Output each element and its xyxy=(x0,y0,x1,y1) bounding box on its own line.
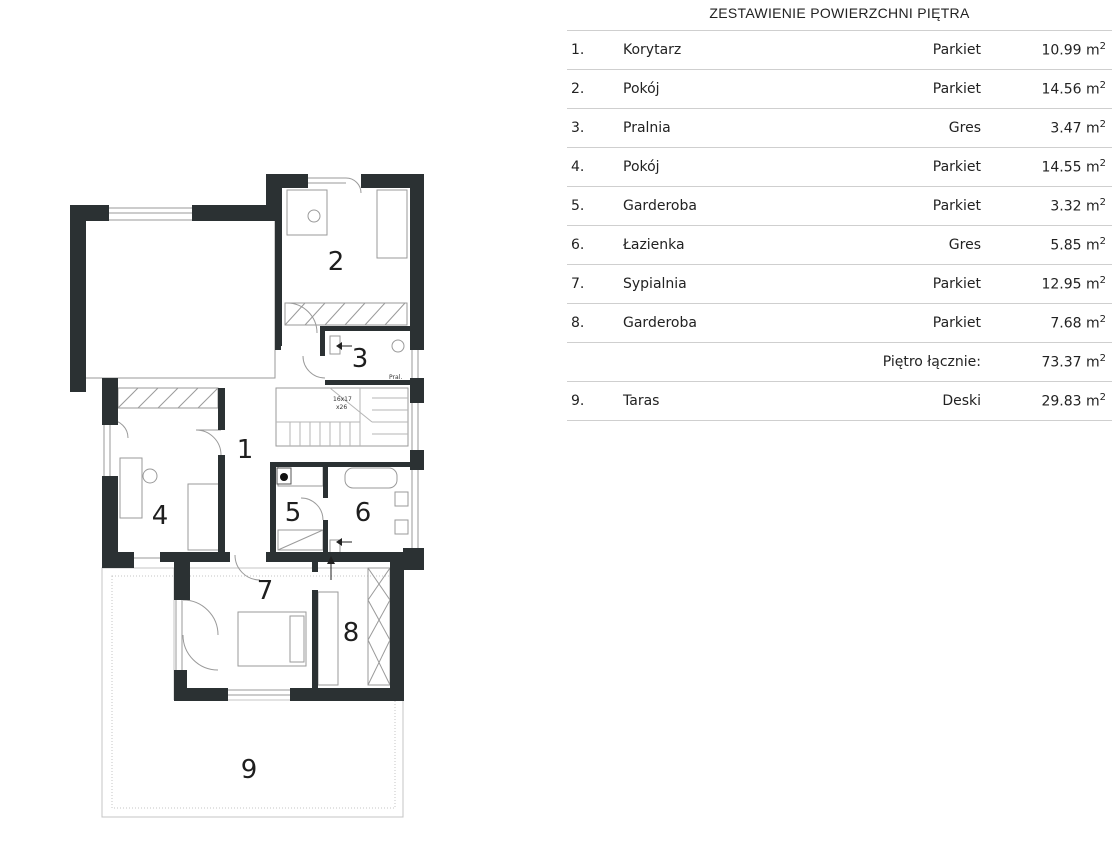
area-unit: m xyxy=(1085,81,1100,98)
area-unit: m xyxy=(1085,354,1100,371)
area-unit: m xyxy=(1085,393,1100,410)
empty-cell xyxy=(567,343,623,382)
area-value: 29.83 xyxy=(1041,393,1082,410)
table-row xyxy=(567,109,1112,148)
table-row xyxy=(567,187,1112,226)
area-value: 5.85 xyxy=(1050,237,1082,254)
room-number-3: 3 xyxy=(351,344,369,374)
area-table-grid xyxy=(567,30,1112,421)
table-row xyxy=(567,31,1112,70)
area-cell xyxy=(981,109,1112,148)
room-number-8: 8 xyxy=(342,618,360,648)
area-cell xyxy=(981,31,1112,70)
floor-material: Parkiet xyxy=(773,70,981,109)
stair-label-2: x26 xyxy=(336,404,348,411)
area-cell xyxy=(981,382,1112,421)
area-unit: m xyxy=(1085,198,1100,215)
area-cell xyxy=(981,265,1112,304)
row-number: 2. xyxy=(567,70,623,109)
table-row xyxy=(567,148,1112,187)
room-name: Taras xyxy=(623,382,773,421)
area-value: 14.55 xyxy=(1041,159,1082,176)
room-number-1: 1 xyxy=(236,435,254,465)
room-number-7: 7 xyxy=(256,576,274,606)
area-value: 73.37 xyxy=(1041,354,1082,371)
area-unit-exponent: 2 xyxy=(1099,80,1106,92)
floor-material: Parkiet xyxy=(773,304,981,343)
row-number: 7. xyxy=(567,265,623,304)
floor-material: Gres xyxy=(773,109,981,148)
stair-label-1: 16x17 xyxy=(333,396,352,403)
floor-material: Parkiet xyxy=(773,148,981,187)
floor-material: Deski xyxy=(773,382,981,421)
area-unit-exponent: 2 xyxy=(1099,41,1106,53)
floor-area xyxy=(85,220,275,378)
table-title: ZESTAWIENIE POWIERZCHNI PIĘTRA xyxy=(709,5,970,21)
area-value: 14.56 xyxy=(1041,81,1082,98)
area-cell xyxy=(981,70,1112,109)
table-row xyxy=(567,70,1112,109)
area-unit-exponent: 2 xyxy=(1099,158,1106,170)
room-number-9: 9 xyxy=(240,755,258,785)
area-unit: m xyxy=(1085,42,1100,59)
room-name: Łazienka xyxy=(623,226,773,265)
row-number: 3. xyxy=(567,109,623,148)
row-number: 5. xyxy=(567,187,623,226)
row-number: 8. xyxy=(567,304,623,343)
area-value: 3.47 xyxy=(1050,120,1082,137)
room-name: Pokój xyxy=(623,70,773,109)
room-name: Garderoba xyxy=(623,187,773,226)
floor-material: Parkiet xyxy=(773,187,981,226)
area-cell xyxy=(981,226,1112,265)
room-name: Sypialnia xyxy=(623,265,773,304)
area-value: 12.95 xyxy=(1041,276,1082,293)
room-name: Pokój xyxy=(623,148,773,187)
area-unit: m xyxy=(1085,159,1100,176)
area-cell xyxy=(981,304,1112,343)
area-unit-exponent: 2 xyxy=(1099,353,1106,365)
area-unit-exponent: 2 xyxy=(1099,197,1106,209)
table-row xyxy=(567,382,1112,421)
table-row xyxy=(567,304,1112,343)
room-name: Pralnia xyxy=(623,109,773,148)
row-number: 6. xyxy=(567,226,623,265)
area-cell xyxy=(981,187,1112,226)
area-unit-exponent: 2 xyxy=(1099,236,1106,248)
table-row xyxy=(567,226,1112,265)
room-name: Korytarz xyxy=(623,31,773,70)
row-number: 4. xyxy=(567,148,623,187)
room-number-5: 5 xyxy=(284,498,302,528)
area-unit-exponent: 2 xyxy=(1099,119,1106,131)
symbols xyxy=(277,342,352,580)
row-number: 1. xyxy=(567,31,623,70)
empty-cell xyxy=(623,343,773,382)
room-number-4: 4 xyxy=(151,501,169,531)
area-unit-exponent: 2 xyxy=(1099,392,1106,404)
room-name: Garderoba xyxy=(623,304,773,343)
area-value: 10.99 xyxy=(1041,42,1082,59)
total-row xyxy=(567,343,1112,382)
area-unit: m xyxy=(1085,276,1100,293)
area-unit: m xyxy=(1085,120,1100,137)
row-number: 9. xyxy=(567,382,623,421)
table-row xyxy=(567,265,1112,304)
area-value: 7.68 xyxy=(1050,315,1082,332)
total-label: Piętro łącznie: xyxy=(773,343,981,382)
room-number-2: 2 xyxy=(327,247,345,277)
room-number-6: 6 xyxy=(354,498,372,528)
area-value: 3.32 xyxy=(1050,198,1082,215)
area-table xyxy=(567,0,1112,421)
area-unit: m xyxy=(1085,237,1100,254)
area-unit-exponent: 2 xyxy=(1099,275,1106,287)
floor-material: Gres xyxy=(773,226,981,265)
laundry-label: Pral. xyxy=(389,374,403,381)
area-cell xyxy=(981,343,1112,382)
area-cell xyxy=(981,148,1112,187)
area-unit-exponent: 2 xyxy=(1099,314,1106,326)
floor-material: Parkiet xyxy=(773,265,981,304)
area-unit: m xyxy=(1085,315,1100,332)
floor-material: Parkiet xyxy=(773,31,981,70)
